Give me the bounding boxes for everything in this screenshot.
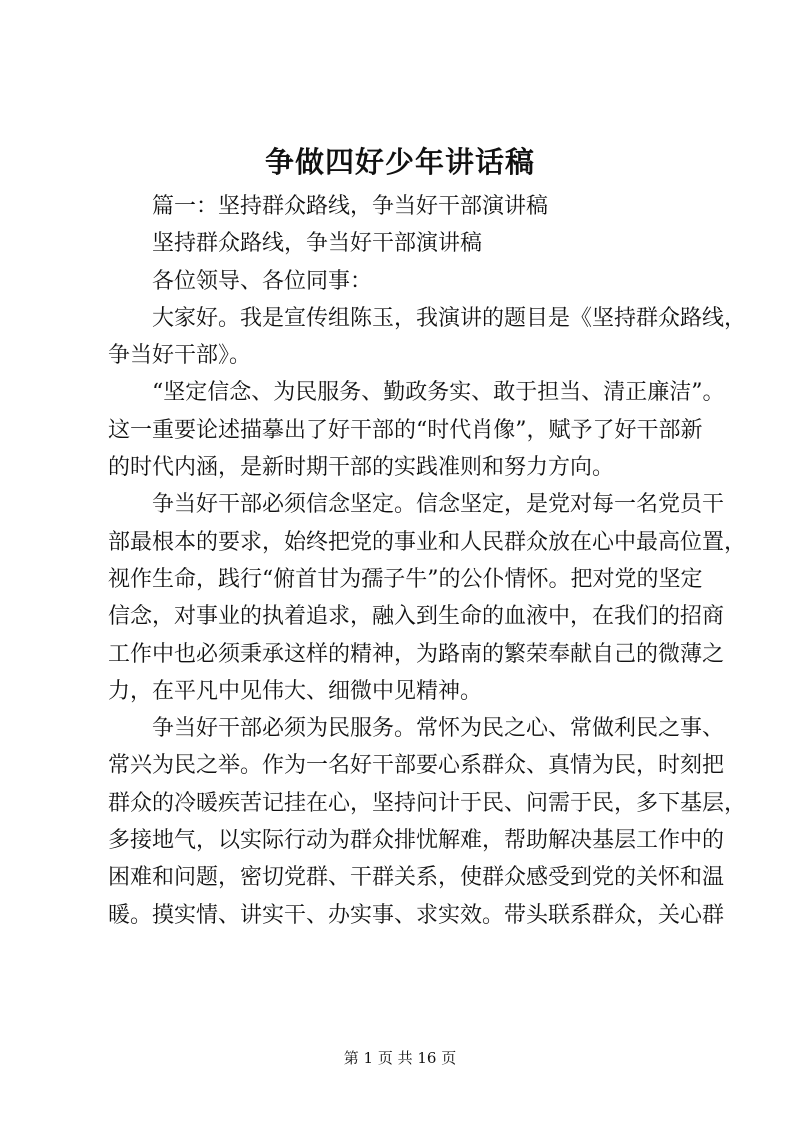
text-line: 争当好干部必须为民服务。常怀为民之心、常做利民之事、 <box>152 716 725 742</box>
text-line: “坚定信念、为民服务、勤政务实、敢于担当、清正廉洁”。 <box>152 380 725 406</box>
text-line: 群众的冷暖疾苦记挂在心，坚持问计于民、问需于民，多下基层， <box>108 790 747 816</box>
text-line: 常兴为民之举。作为一名好干部要心系群众、真情为民，时刻把 <box>108 753 725 779</box>
text-line: 各位领导、各位同事： <box>152 268 373 294</box>
text-line: 篇一：坚持群众路线，争当好干部演讲稿 <box>152 194 549 219</box>
text-line: 视作生命，践行“俯首甘为孺子牛”的公仆情怀。把对党的坚定 <box>108 566 703 592</box>
paragraph-salutation <box>108 263 700 300</box>
page-number: 第 1 页 共 16 页 <box>343 1049 457 1067</box>
paragraph-service <box>108 710 747 934</box>
paragraph-intro <box>108 300 747 375</box>
paragraph-belief <box>108 486 747 710</box>
text-line: 部最根本的要求，始终把党的事业和人民群众放在心中最高位置， <box>108 529 747 555</box>
text-line: 工作中也必须秉承这样的精神，为路南的繁荣奉献自己的微薄之 <box>108 641 725 667</box>
text-line: 大家好。我是宣传组陈玉，我演讲的题目是《坚持群众路线， <box>152 305 747 331</box>
text-line: 争当好干部》。 <box>108 343 252 369</box>
page-footer <box>0 1047 800 1069</box>
paragraph-quote <box>108 374 725 486</box>
text-line: 这一重要论述描摹出了好干部的“时代肖像”，赋予了好干部新 <box>108 417 703 443</box>
text-line: 的时代内涵，是新时期干部的实践准则和努力方向。 <box>108 455 615 481</box>
paragraph-subtitle <box>108 225 700 262</box>
text-line: 暖。摸实情、讲实干、办实事、求实效。带头联系群众，关心群 <box>108 902 725 928</box>
text-line: 坚持群众路线，争当好干部演讲稿 <box>152 231 483 257</box>
document-body <box>108 188 747 934</box>
text-line: 困难和问题，密切党群、干群关系，使群众感受到党的关怀和温 <box>108 865 725 891</box>
document-title: 争做四好少年讲话稿 <box>264 145 535 179</box>
text-line: 信念，对事业的执着追求，融入到生命的血液中，在我们的招商 <box>108 604 725 630</box>
text-line: 争当好干部必须信念坚定。信念坚定，是党对每一名党员干 <box>152 492 725 518</box>
text-line: 多接地气，以实际行动为群众排忧解难，帮助解决基层工作中的 <box>108 828 725 854</box>
text-line: 力，在平凡中见伟大、细微中见精神。 <box>108 678 483 704</box>
paragraph-heading <box>108 188 700 225</box>
